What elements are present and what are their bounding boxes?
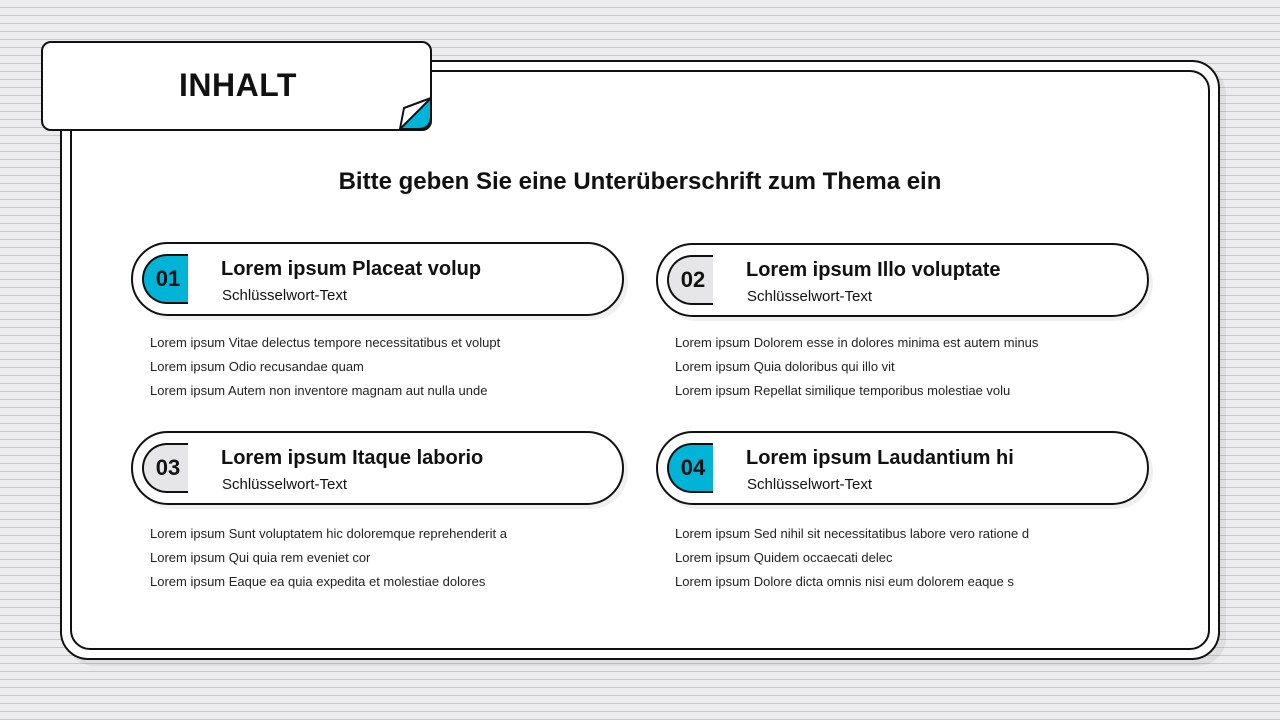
section-header-1 [131, 242, 624, 316]
section-keyword: Schlüsselwort-Text [222, 287, 348, 304]
list-item: Lorem ipsum Qui quia rem eveniet cor [150, 550, 371, 565]
subtitle: Bitte geben Sie eine Unterüberschrift zum Thema ein [338, 168, 942, 195]
list-item: Lorem ipsum Odio recusandae quam [150, 359, 364, 374]
list-item: Lorem ipsum Quia doloribus qui illo vit [675, 359, 895, 374]
list-item: Lorem ipsum Vitae delectus tempore necessitatibus et volupt [150, 335, 501, 350]
section-title: Lorem ipsum Illo voluptate [746, 259, 1001, 281]
section-title: Lorem ipsum Laudantium hi [746, 447, 1014, 469]
section-keyword: Schlüsselwort-Text [222, 476, 348, 493]
list-item: Lorem ipsum Dolorem esse in dolores minima est autem minus [675, 335, 1039, 350]
page-title: INHALT [179, 67, 297, 103]
list-item: Lorem ipsum Dolore dicta omnis nisi eum dolorem eaque s [675, 574, 1014, 589]
title-tab [41, 41, 432, 131]
section-items-3 [150, 522, 507, 594]
list-item: Lorem ipsum Repellat similique temporibus molestiae volu [675, 383, 1011, 398]
section-items-2 [675, 331, 1038, 403]
section-items-1 [150, 331, 500, 403]
list-item: Lorem ipsum Eaque ea quia expedita et molestiae dolores [150, 574, 486, 589]
section-title: Lorem ipsum Itaque laborio [221, 447, 484, 469]
page-fold-icon [398, 96, 432, 130]
section-keyword: Schlüsselwort-Text [747, 476, 873, 493]
list-item: Lorem ipsum Autem non inventore magnam aut nulla unde [150, 383, 488, 398]
section-header-3 [131, 431, 624, 505]
section-keyword: Schlüsselwort-Text [747, 288, 873, 305]
section-title: Lorem ipsum Placeat volup [221, 258, 482, 280]
section-number-badge: 03 [142, 443, 188, 493]
section-header-4 [656, 431, 1149, 505]
section-items-4 [675, 522, 1029, 594]
section-header-2 [656, 243, 1149, 317]
section-number-badge: 02 [667, 255, 713, 305]
section-number-badge: 01 [142, 254, 188, 304]
list-item: Lorem ipsum Sed nihil sit necessitatibus labore vero ratione d [675, 526, 1030, 541]
section-number-badge: 04 [667, 443, 713, 493]
list-item: Lorem ipsum Quidem occaecati delec [675, 550, 893, 565]
list-item: Lorem ipsum Sunt voluptatem hic doloremque reprehenderit a [150, 526, 507, 541]
